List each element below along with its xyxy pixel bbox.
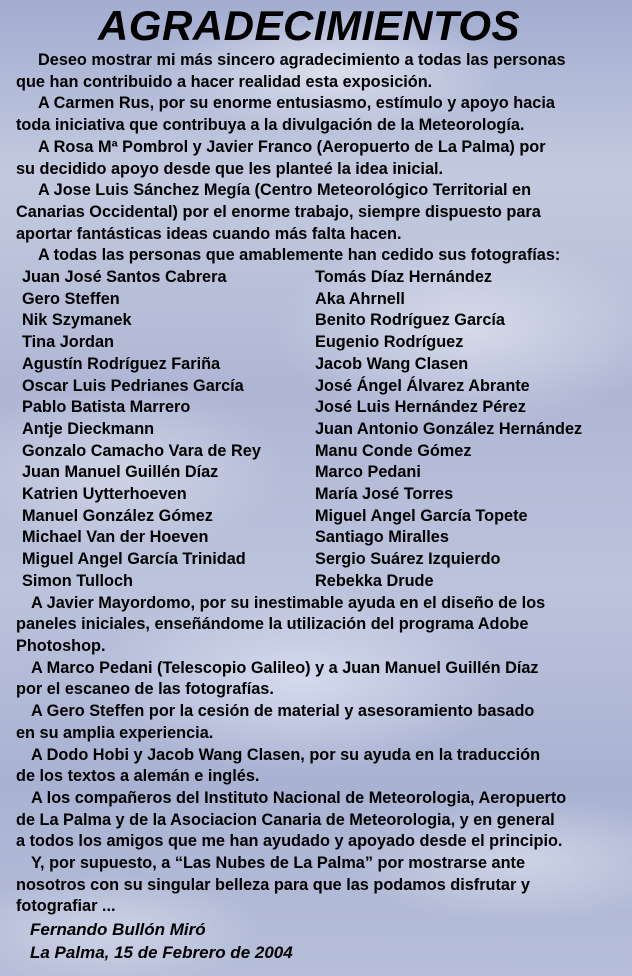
photographer-name: Simon Tulloch xyxy=(22,571,133,590)
rosa-line-1: A Rosa Mª Pombrol y Javier Franco (Aeropuerto de La Palma) por xyxy=(38,137,546,156)
photographer-name: Agustín Rodríguez Fariña xyxy=(22,354,221,373)
marco-line-1: A Marco Pedani (Telescopio Galileo) y a Juan Manuel Guillén Díaz xyxy=(31,658,539,677)
rosa-line-2: su decidido apoyo desde que les planteé la idea inicial. xyxy=(16,159,444,178)
dodo-paragraph xyxy=(16,745,628,788)
photographer-name: Pablo Batista Marrero xyxy=(22,398,191,417)
nubes-line-3: fotografiar ... xyxy=(16,897,116,916)
gero-line-2: en su amplia experiencia. xyxy=(16,723,214,742)
photographer-name: Benito Rodríguez García xyxy=(315,311,505,330)
photographer-name: Oscar Luis Pedrianes García xyxy=(22,376,244,395)
intro-paragraph xyxy=(16,50,628,93)
jose-luis-paragraph xyxy=(16,180,628,245)
photographer-name: Manu Conde Gómez xyxy=(315,441,472,460)
photographer-name: Aka Ahrnell xyxy=(315,289,405,308)
photographer-name: Miguel Angel García Trinidad xyxy=(22,550,246,569)
photographer-name: Juan José Santos Cabrera xyxy=(22,268,227,287)
photographer-name: José Ángel Álvarez Abrante xyxy=(315,376,530,395)
jose-luis-line-1: A Jose Luis Sánchez Megía (Centro Meteorológico Territorial en xyxy=(38,181,532,200)
marco-line-2: por el escaneo de las fotografías. xyxy=(16,680,274,699)
photographer-name: Katrien Uytterhoeven xyxy=(22,485,187,504)
photographer-name: José Luis Hernández Pérez xyxy=(315,398,526,417)
signature-block xyxy=(30,918,293,964)
photographer-name: Jacob Wang Clasen xyxy=(315,354,469,373)
gero-paragraph xyxy=(16,701,628,744)
nubes-paragraph xyxy=(16,853,628,918)
photographer-name: Santiago Miralles xyxy=(315,528,449,547)
photographer-name: Juan Antonio González Hernández xyxy=(315,419,583,438)
nubes-line-2: nosotros con su singular belleza para que las podamos disfrutar y xyxy=(16,875,530,894)
photographer-name: Rebekka Drude xyxy=(315,571,434,590)
dodo-line-2: de los textos a alemán e inglés. xyxy=(16,767,260,786)
dodo-line-1: A Dodo Hobi y Jacob Wang Clasen, por su ayuda en la traducción xyxy=(31,745,541,764)
photos-intro: A todas las personas que amablemente han cedido sus fotografías: xyxy=(38,246,561,265)
photographer-name: Tina Jordan xyxy=(22,333,114,352)
javier-line-3: Photoshop. xyxy=(16,636,106,655)
companeros-line-2: de La Palma y de la Asociacion Canaria de Meteorologia, y en general xyxy=(16,810,555,829)
javier-line-1: A Javier Mayordomo, por su inestimable ayuda en el diseño de los xyxy=(31,593,546,612)
photographers-column-left xyxy=(22,267,315,593)
acknowledgements-text xyxy=(16,50,628,918)
javier-paragraph xyxy=(16,593,628,658)
photographer-name: María José Torres xyxy=(315,485,454,504)
intro-line-1: Deseo mostrar mi más sincero agradecimiento a todas las personas xyxy=(38,51,566,69)
rosa-paragraph xyxy=(16,137,628,180)
carmen-line-1: A Carmen Rus, por su enorme entusiasmo, estímulo y apoyo hacia xyxy=(38,94,555,113)
companeros-paragraph xyxy=(16,788,628,853)
nubes-line-1: Y, por supuesto, a “Las Nubes de La Palma” por mostrarse ante xyxy=(31,854,526,873)
photographer-name: Gonzalo Camacho Vara de Rey xyxy=(22,441,261,460)
photographers-list xyxy=(16,267,628,593)
javier-line-2: paneles iniciales, enseñándome la utilización del programa Adobe xyxy=(16,615,529,634)
photographers-column-right xyxy=(315,267,628,593)
intro-line-2: que han contribuido a hacer realidad esta exposición. xyxy=(16,72,433,91)
photographer-name: Sergio Suárez Izquierdo xyxy=(315,550,501,569)
photographer-name: Tomás Díaz Hernández xyxy=(315,268,493,287)
page-title: AGRADECIMIENTOS xyxy=(97,2,521,49)
photographer-name: Nik Szymanek xyxy=(22,311,132,330)
jose-luis-line-2: Canarias Occidental) por el enorme trabajo, siempre dispuesto para xyxy=(16,202,541,221)
marco-paragraph xyxy=(16,658,628,701)
photographer-name: Gero Steffen xyxy=(22,289,120,308)
carmen-paragraph xyxy=(16,93,628,136)
gero-line-1: A Gero Steffen por la cesión de material y asesoramiento basado xyxy=(31,702,535,721)
photographer-name: Miguel Angel García Topete xyxy=(315,506,528,525)
jose-luis-line-3: aportar fantásticas ideas cuando más falta hacen. xyxy=(16,224,402,243)
photographer-name: Antje Dieckmann xyxy=(22,419,155,438)
photographer-name: Michael Van der Hoeven xyxy=(22,528,209,547)
carmen-line-2: toda iniciativa que contribuya a la divulgación de la Meteorología. xyxy=(16,116,525,135)
photographer-name: Marco Pedani xyxy=(315,463,421,482)
photographer-name: Eugenio Rodríguez xyxy=(315,333,464,352)
companeros-line-3: a todos los amigos que me han ayudado y apoyado desde el principio. xyxy=(16,832,563,851)
companeros-line-1: A los compañeros del Instituto Nacional de Meteorologia, Aeropuerto xyxy=(31,788,567,807)
signature-place-date: La Palma, 15 de Febrero de 2004 xyxy=(30,943,293,962)
signature-name: Fernando Bullón Miró xyxy=(30,920,206,939)
photographer-name: Juan Manuel Guillén Díaz xyxy=(22,463,219,482)
photographer-name: Manuel González Gómez xyxy=(22,506,213,525)
